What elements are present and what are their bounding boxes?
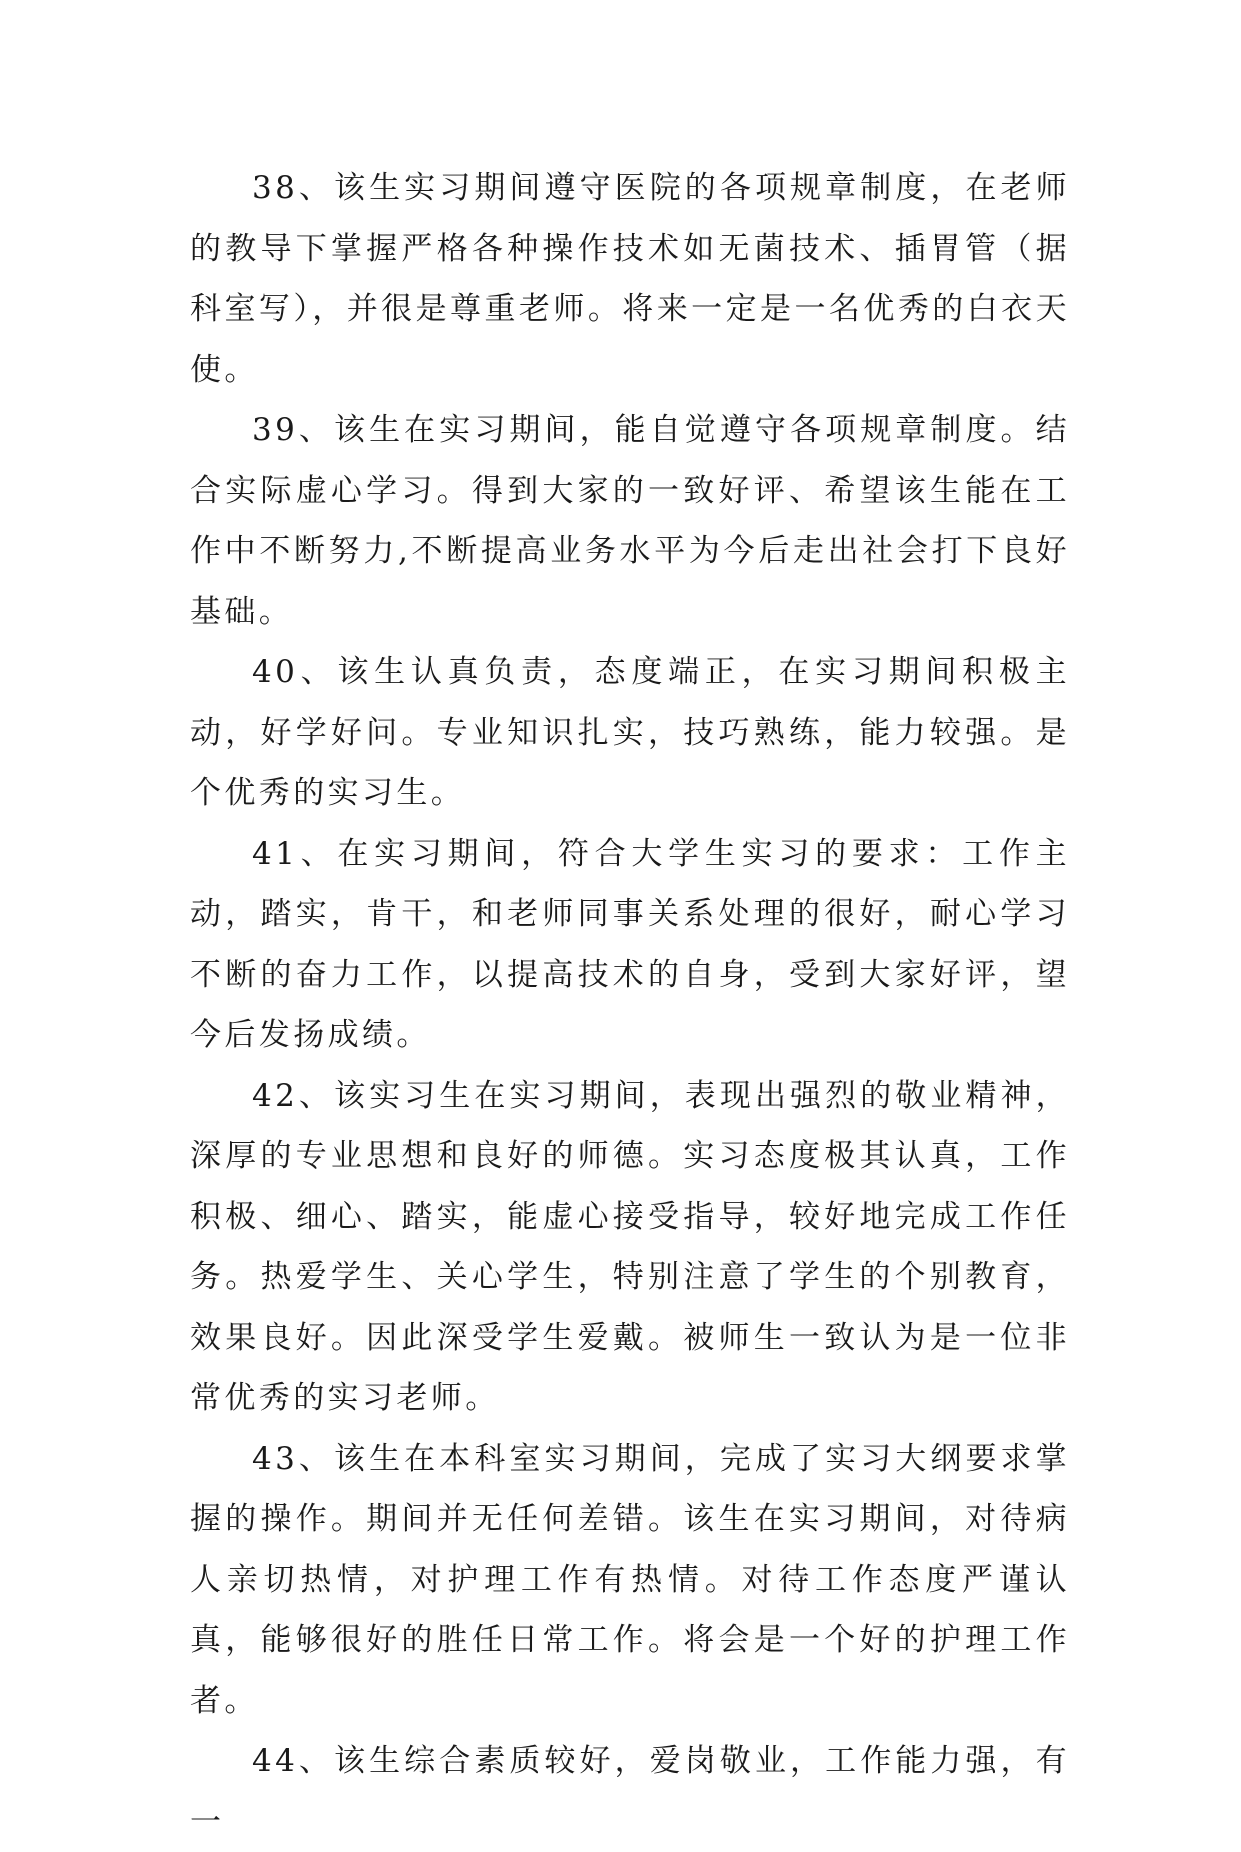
paragraph-42: 42、该实习生在实习期间，表现出强烈的敬业精神，深厚的专业思想和良好的师德。实习态度极其认真，工作积极、细心、踏实，能虚心接受指导，较好地完成工作任务。热爱学生、关心学生，特别注意了学生的个别教育，效果良好。因此深受学生爱戴。被师生一致认为是一位非常优秀的实习老师。 (190, 1077, 1070, 1416)
paragraph-40: 40、该生认真负责，态度端正，在实习期间积极主动，好学好问。专业知识扎实，技巧熟练，能力较强。是个优秀的实习生。 (190, 654, 1070, 811)
document-body (190, 158, 1070, 1852)
paragraph-39: 39、该生在实习期间，能自觉遵守各项规章制度。结合实际虚心学习。得到大家的一致好评、希望该生能在工作中不断努力,不断提高业务水平为今后走出社会打下良好基础。 (190, 412, 1070, 630)
paragraph-44: 44、该生综合素质较好，爱岗敬业，工作能力强，有一 (190, 1743, 1070, 1840)
paragraph-43: 43、该生在本科室实习期间，完成了实习大纲要求掌握的操作。期间并无任何差错。该生在实习期间，对待病人亲切热情，对护理工作有热情。对待工作态度严谨认真，能够很好的胜任日常工作。将会是一个好的护理工作者。 (190, 1440, 1070, 1719)
paragraph-41: 41、在实习期间，符合大学生实习的要求：工作主动，踏实，肯干，和老师同事关系处理的很好，耐心学习不断的奋力工作，以提高技术的自身，受到大家好评，望今后发扬成绩。 (190, 835, 1070, 1053)
paragraph-38: 38、该生实习期间遵守医院的各项规章制度，在老师的教导下掌握严格各种操作技术如无菌技术、插胃管（据科室写），并很是尊重老师。将来一定是一名优秀的白衣天使。 (190, 170, 1070, 388)
